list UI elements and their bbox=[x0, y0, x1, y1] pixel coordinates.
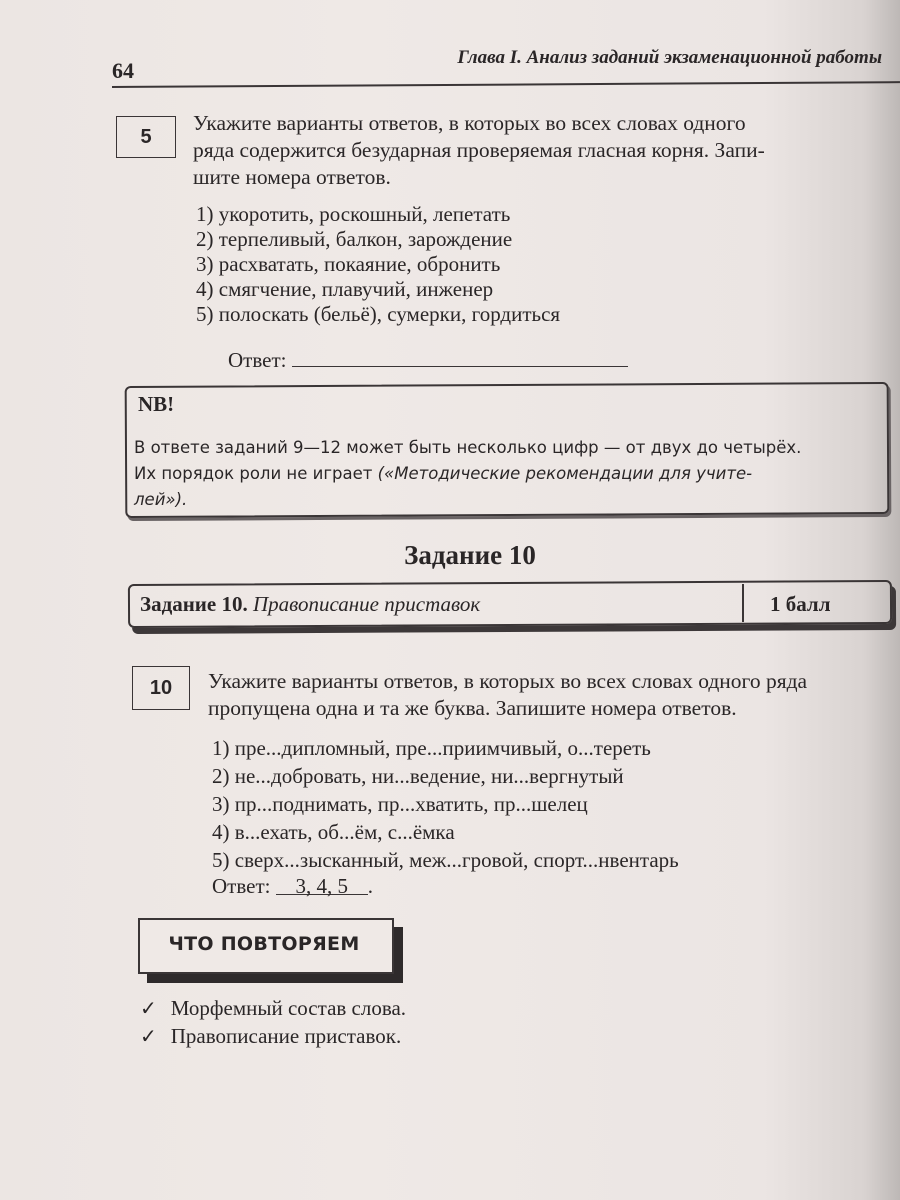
answer-field[interactable]: 3, 4, 5 bbox=[276, 874, 368, 895]
task10-answer bbox=[212, 874, 373, 899]
answer-label: Ответ: bbox=[228, 348, 287, 372]
option: 1) пре...дипломный, пре...приимчивый, о...тереть bbox=[212, 736, 651, 760]
option: 3) пр...поднимать, пр...хватить, пр...шелец bbox=[212, 792, 588, 816]
review-item bbox=[140, 1024, 406, 1052]
check-icon: ✓ bbox=[140, 996, 157, 1020]
topic-divider bbox=[742, 584, 744, 622]
nb-citation: («Методические рекомендации для учите- bbox=[377, 464, 753, 483]
question-line: пропущена одна и та же буква. Запишите номера ответов. bbox=[208, 696, 737, 720]
question-line: шите номера ответов. bbox=[193, 165, 391, 189]
topic-label bbox=[140, 592, 480, 617]
nb-line bbox=[134, 486, 187, 513]
topic-name: Правописание приставок bbox=[247, 592, 481, 616]
answer-label: Ответ: bbox=[212, 874, 271, 898]
option: 1) укоротить, роскошный, лепетать bbox=[196, 202, 511, 226]
check-icon: ✓ bbox=[140, 1024, 157, 1048]
review-title: ЧТО ПОВТОРЯЕМ bbox=[168, 933, 360, 955]
task10-question bbox=[208, 668, 900, 722]
header-rule bbox=[112, 81, 900, 88]
page-number: 64 bbox=[112, 58, 134, 83]
topic-number: Задание 10. bbox=[140, 592, 248, 616]
review-item-label: Морфемный состав слова. bbox=[170, 996, 407, 1020]
task5-answer bbox=[228, 346, 628, 373]
task5-question bbox=[193, 110, 893, 191]
option: 5) сверх...зысканный, меж...гровой, спорт...нвентарь bbox=[212, 848, 679, 872]
task-number: 5 bbox=[140, 126, 152, 148]
nb-title: NB! bbox=[138, 392, 175, 416]
answer-field[interactable] bbox=[292, 346, 628, 367]
nb-line: В ответе заданий 9—12 может быть несколько цифр — от двух до четырёх. bbox=[134, 438, 802, 457]
option: 5) полоскать (бельё), сумерки, гордиться bbox=[196, 302, 561, 326]
task5-options bbox=[196, 202, 560, 327]
review-item-label: Правописание приставок. bbox=[170, 1024, 402, 1048]
review-item bbox=[140, 996, 406, 1024]
option: 2) не...добровать, ни...ведение, ни...вергнутый bbox=[212, 764, 624, 788]
nb-line bbox=[134, 460, 752, 487]
section-title: Задание 10 bbox=[404, 540, 536, 570]
task-number: 10 bbox=[149, 677, 173, 699]
topic-points: 1 балл bbox=[770, 592, 831, 616]
task-number-box bbox=[116, 116, 176, 158]
review-list bbox=[140, 996, 406, 1052]
option: 4) в...ехать, об...ём, с...ёмка bbox=[212, 820, 455, 844]
question-line: Укажите варианты ответов, в которых во всех словах одного bbox=[193, 111, 746, 135]
task10-options bbox=[212, 734, 679, 874]
option: 4) смягчение, плавучий, инженер bbox=[196, 277, 494, 301]
option: 2) терпеливый, балкон, зарождение bbox=[196, 227, 513, 251]
nb-plain: Их порядок роли не играет bbox=[134, 464, 378, 483]
task-number-box bbox=[132, 666, 190, 710]
option: 3) расхватать, покаяние, обронить bbox=[196, 252, 501, 276]
answer-suffix: . bbox=[367, 874, 373, 898]
nb-citation: лей»). bbox=[134, 490, 188, 509]
question-line: Укажите варианты ответов, в которых во всех словах одного ряда bbox=[208, 669, 808, 693]
question-line: ряда содержится безударная проверяемая гласная корня. Запи- bbox=[193, 138, 765, 162]
running-head: Глава I. Анализ заданий экзаменационной работы bbox=[457, 47, 882, 68]
